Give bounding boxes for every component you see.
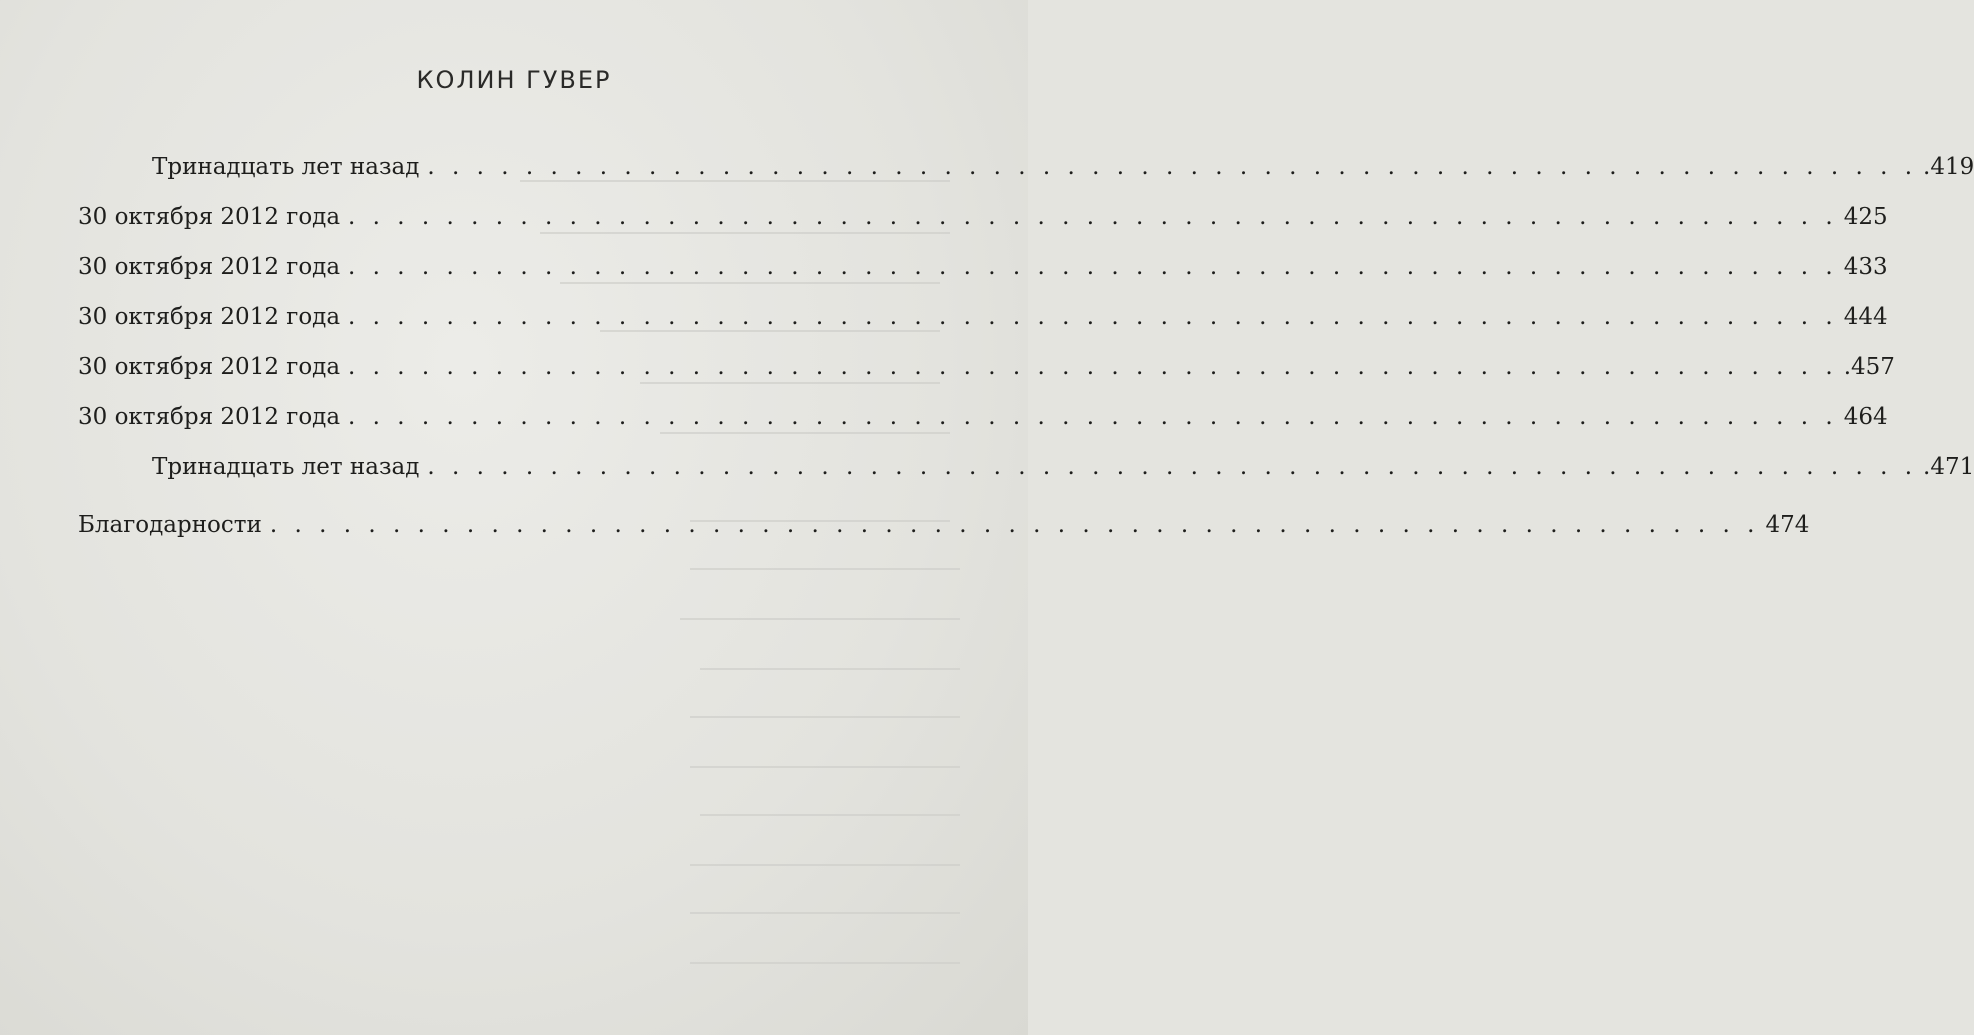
toc-entry-title: 30 октября 2012 года xyxy=(78,354,341,380)
toc-entry[interactable] xyxy=(78,254,1888,288)
toc-entry-page: .471 xyxy=(1923,454,1974,480)
toc-entry-title: 30 октября 2012 года xyxy=(78,204,341,230)
toc-entry[interactable] xyxy=(78,454,1974,488)
toc-entry-page: 425 xyxy=(1843,204,1888,230)
toc-entry-title: 30 октября 2012 года xyxy=(78,404,341,430)
toc-entry[interactable] xyxy=(78,404,1888,438)
toc-entry-title: Благодарности xyxy=(78,512,262,538)
toc-entry-title: 30 октября 2012 года xyxy=(78,254,341,280)
toc-entry[interactable] xyxy=(78,154,1974,188)
toc-entry-title: Тринадцать лет назад xyxy=(152,454,420,480)
toc-entry-title: 30 октября 2012 года xyxy=(78,304,341,330)
toc-entry-page: .419 xyxy=(1923,154,1974,180)
running-head-author: КОЛИН ГУВЕР xyxy=(416,66,612,94)
toc-entry-page: .457 xyxy=(1843,354,1895,380)
dot-leader: . . . . . . . . . . . . . . . . . . . . . . . . . . . . . . . . . . . . . . . . . . . . . . . . . . . . . . . . . . . . . xyxy=(427,154,1918,180)
toc-entry-page: 433 xyxy=(1843,254,1888,280)
toc-entry[interactable] xyxy=(78,304,1888,338)
toc-entry[interactable] xyxy=(78,204,1888,238)
dot-leader: . . . . . . . . . . . . . . . . . . . . . . . . . . . . . . . . . . . . . . . . . . . . . . . . . . . . . . . . . . . . . xyxy=(348,254,1838,280)
dot-leader: . . . . . . . . . . . . . . . . . . . . . . . . . . . . . . . . . . . . . . . . . . . . . . . . . . . . . . . . . . . . . xyxy=(348,354,1838,380)
dot-leader: . . . . . . . . . . . . . . . . . . . . . . . . . . . . . . . . . . . . . . . . . . . . . . . . . . . . . . . . . . . . . xyxy=(348,404,1838,430)
toc-entry[interactable] xyxy=(78,512,1810,546)
toc-entry-page: 474 xyxy=(1765,512,1810,538)
dot-leader: . . . . . . . . . . . . . . . . . . . . . . . . . . . . . . . . . . . . . . . . . . . . . . . . . . . . . . . . . . . . . xyxy=(427,454,1918,480)
toc-entry-page: 444 xyxy=(1843,304,1888,330)
dot-leader: . . . . . . . . . . . . . . . . . . . . . . . . . . . . . . . . . . . . . . . . . . . . . . . . . . . . . . . . . . . . . xyxy=(269,512,1760,538)
toc-entry-title: Тринадцать лет назад xyxy=(152,154,420,180)
toc-entry-page: 464 xyxy=(1843,404,1888,430)
dot-leader: . . . . . . . . . . . . . . . . . . . . . . . . . . . . . . . . . . . . . . . . . . . . . . . . . . . . . . . . . . . . . xyxy=(348,204,1838,230)
dot-leader: . . . . . . . . . . . . . . . . . . . . . . . . . . . . . . . . . . . . . . . . . . . . . . . . . . . . . . . . . . . . . xyxy=(348,304,1838,330)
toc-entry[interactable] xyxy=(78,354,1895,388)
